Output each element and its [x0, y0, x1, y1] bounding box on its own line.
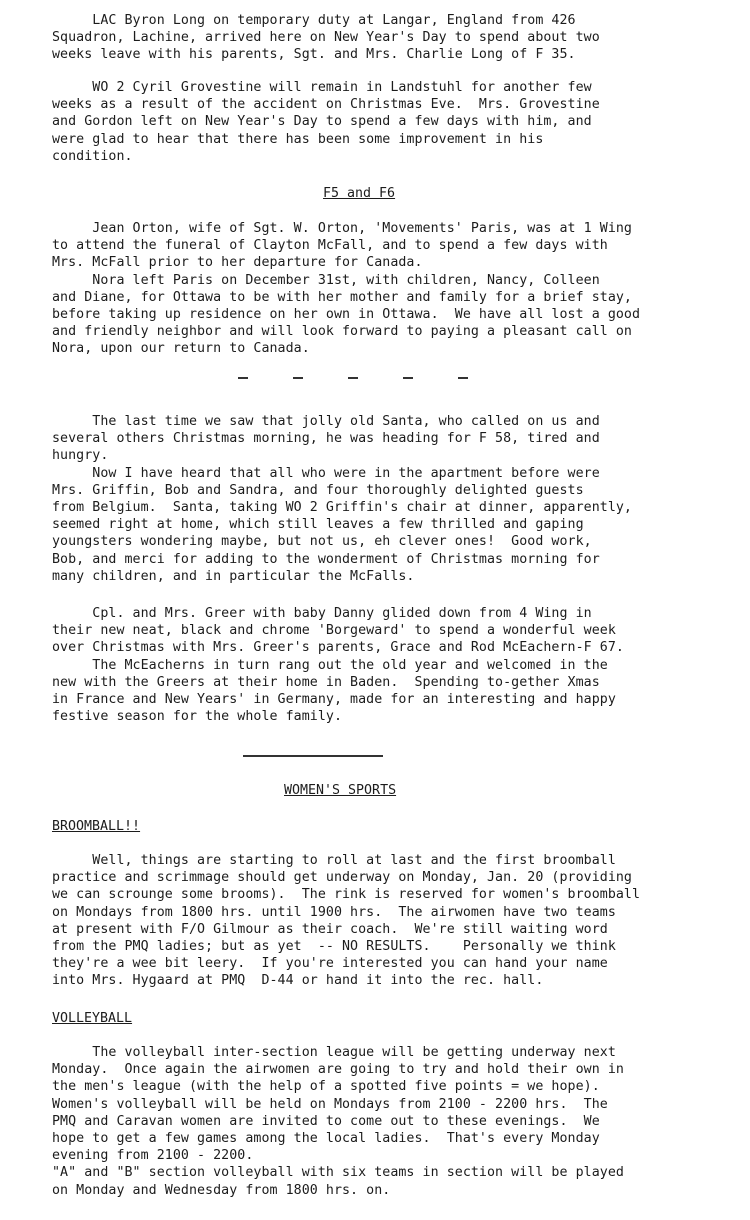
text-line: over Christmas with Mrs. Greer's parents, Grace and Rod McEachern-F 67.: [52, 640, 624, 656]
text-line: hope to get a few games among the local ladies. That's every Monday: [52, 1131, 600, 1147]
text-line: weeks leave with his parents, Sgt. and Mrs. Charlie Long of F 35.: [52, 47, 576, 63]
text-line: "A" and "B" section volleyball with six teams in section will be played: [52, 1165, 624, 1181]
dash: [348, 377, 358, 379]
text-line: Nora, upon our return to Canada.: [52, 341, 310, 357]
text-line: were glad to hear that there has been some improvement in his: [52, 131, 544, 147]
text-line: condition.: [52, 148, 133, 164]
text-line: weeks as a result of the accident on Christmas Eve. Mrs. Grovestine: [52, 97, 600, 113]
text-line: new with the Greers at their home in Baden. Spending to-gether Xmas: [52, 674, 600, 690]
text-line: the men's league (with the help of a spotted five points = we hope).: [52, 1079, 600, 1095]
text-line: Now I have heard that all who were in the apartment before were: [52, 465, 600, 481]
text-line: Jean Orton, wife of Sgt. W. Orton, 'Movements' Paris, was at 1 Wing: [52, 221, 632, 236]
paragraph-byron-long: [52, 12, 732, 64]
text-line: seemed right at home, which still leaves a few thrilled and gaping: [52, 517, 584, 533]
text-line: into Mrs. Hygaard at PMQ D-44 or hand it into the rec. hall.: [52, 973, 544, 989]
text-line: their new neat, black and chrome 'Borgeward' to spend a wonderful week: [52, 623, 616, 639]
dash-separator: [238, 377, 468, 379]
text-line: and Diane, for Ottawa to be with her mother and family for a brief stay,: [52, 289, 632, 305]
text-line: LAC Byron Long on temporary duty at Langar, England from 426: [52, 13, 576, 28]
text-line: Mrs. Griffin, Bob and Sandra, and four thoroughly delighted guests: [52, 482, 584, 498]
text-line: festive season for the whole family.: [52, 709, 342, 725]
heading-womens-sports: WOMEN'S SPORTS: [284, 783, 397, 798]
text-line: PMQ and Caravan women are invited to come out to these evenings. We: [52, 1113, 600, 1129]
text-line: Well, things are starting to roll at last and the first broomball: [52, 853, 616, 868]
text-line: Bob, and merci for adding to the wonderment of Christmas morning for: [52, 551, 600, 567]
heading-volleyball: VOLLEYBALL: [52, 1011, 133, 1026]
text-line: Squadron, Lachine, arrived here on New Year's Day to spend about two: [52, 30, 600, 46]
text-line: WO 2 Cyril Grovestine will remain in Landstuhl for another few: [52, 80, 592, 95]
dash: [458, 377, 468, 379]
text-line: Mrs. McFall prior to her departure for Canada.: [52, 255, 423, 271]
text-line: hungry.: [52, 448, 109, 464]
paragraph-greer: [52, 605, 732, 725]
text-line: and Gordon left on New Year's Day to spend a few days with him, and: [52, 114, 592, 130]
dash: [238, 377, 248, 379]
text-line: evening from 2100 - 2200.: [52, 1148, 254, 1164]
text-line: many children, and in particular the McFalls.: [52, 568, 415, 584]
text-line: Women's volleyball will be held on Mondays from 2100 - 2200 hrs. The: [52, 1096, 608, 1112]
text-line: and friendly neighbor and will look forward to paying a pleasant call on: [52, 324, 632, 340]
text-line: The volleyball inter-section league will be getting underway next: [52, 1045, 616, 1060]
section-divider: [243, 755, 383, 757]
text-line: Cpl. and Mrs. Greer with baby Danny glided down from 4 Wing in: [52, 606, 592, 621]
paragraph-grovestine: [52, 79, 732, 165]
text-line: before taking up residence on her own in Ottawa. We have all lost a good: [52, 307, 641, 323]
paragraph-broomball: [52, 852, 732, 990]
text-line: The McEacherns in turn rang out the old year and welcomed in the: [52, 657, 608, 673]
text-line: The last time we saw that jolly old Santa, who called on us and: [52, 414, 600, 429]
text-line: on Mondays from 1800 hrs. until 1900 hrs. The airwomen have two teams: [52, 904, 616, 920]
text-line: Monday. Once again the airwomen are going to try and hold their own in: [52, 1062, 624, 1078]
paragraph-volleyball: [52, 1044, 732, 1199]
text-line: to attend the funeral of Clayton McFall, and to spend a few days with: [52, 238, 608, 254]
text-line: practice and scrimmage should get underway on Monday, Jan. 20 (providing: [52, 870, 632, 886]
text-line: Nora left Paris on December 31st, with children, Nancy, Colleen: [52, 272, 600, 288]
text-line: they're a wee bit leery. If you're interested you can hand your name: [52, 956, 608, 972]
text-line: on Monday and Wednesday from 1800 hrs. on.: [52, 1182, 391, 1198]
text-line: at present with F/O Gilmour as their coach. We're still waiting word: [52, 921, 608, 937]
dash: [403, 377, 413, 379]
heading-f5-f6: F5 and F6: [323, 186, 396, 201]
heading-broomball: BROOMBALL!!: [52, 819, 141, 834]
text-line: in France and New Years' in Germany, made for an interesting and happy: [52, 692, 616, 708]
paragraph-santa: [52, 413, 732, 585]
text-line: several others Christmas morning, he was heading for F 58, tired and: [52, 431, 600, 447]
text-line: we can scrounge some brooms). The rink is reserved for women's broomball: [52, 887, 641, 903]
text-line: from the PMQ ladies; but as yet -- NO RESULTS. Personally we think: [52, 939, 616, 955]
paragraph-orton: [52, 220, 732, 358]
dash: [293, 377, 303, 379]
text-line: youngsters wondering maybe, but not us, eh clever ones! Good work,: [52, 534, 592, 550]
text-line: from Belgium. Santa, taking WO 2 Griffin's chair at dinner, apparently,: [52, 500, 632, 516]
